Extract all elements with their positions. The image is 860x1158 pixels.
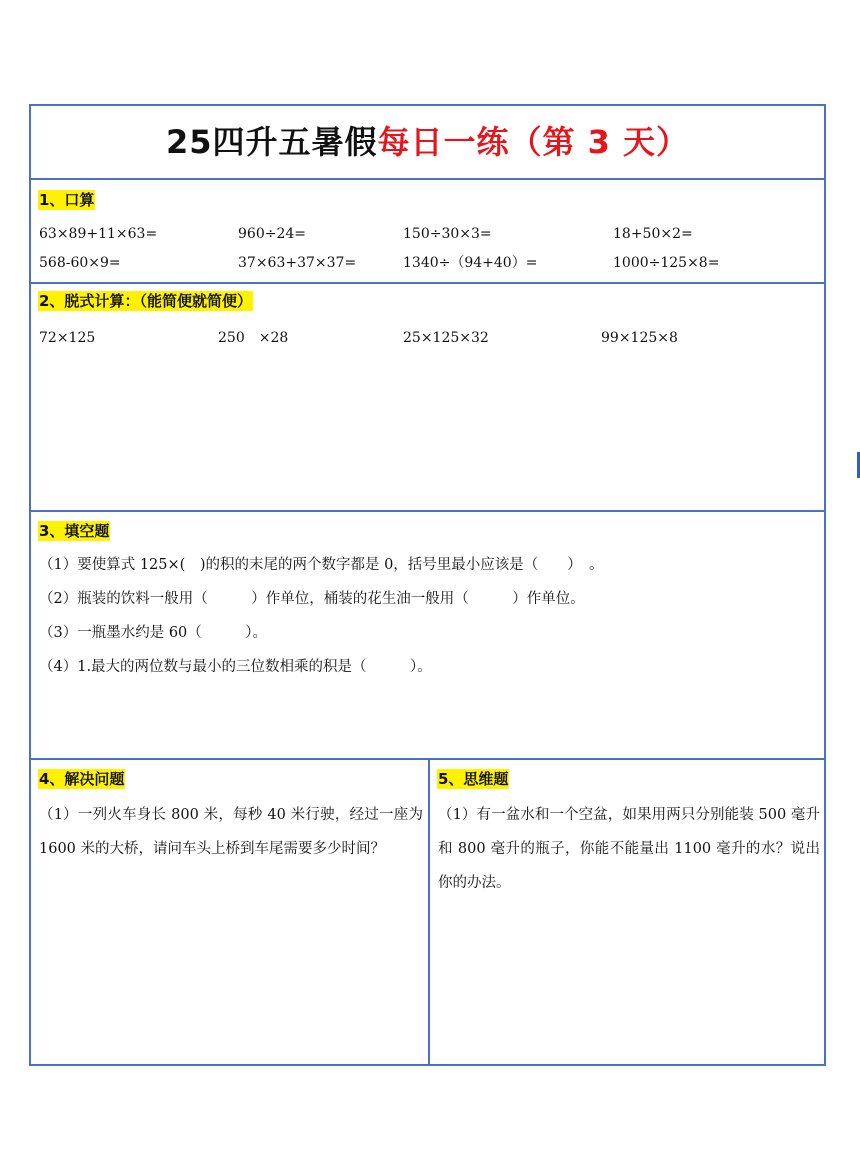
fill-question-3: （3）一瓶墨水约是 60（ ）。 [39,625,268,641]
calc-1-1: 63×89+11×63= [39,226,158,242]
section3-heading [38,521,110,541]
section5-heading [437,769,509,789]
section-fill-blank [31,512,824,760]
section-mental-math [31,180,824,284]
step-item-4: 99×125×8 [601,330,678,346]
page-title [31,106,824,178]
section-problem-solving [31,760,428,1064]
section4-heading-text: 4、解决问题 [39,770,125,788]
step-item-1: 72×125 [39,330,96,346]
worksheet [29,104,826,1066]
calc-2-3: 1340÷（94+40）= [403,255,538,271]
calc-2-2: 37×63+37×37= [238,255,357,271]
calc-1-4: 18+50×2= [613,226,693,242]
title-red: 每日一练（第 3 天） [377,123,690,161]
section5-heading-text: 5、思维题 [438,770,509,788]
section3-heading-text: 3、填空题 [39,522,110,540]
step-item-2: 250 ×28 [218,330,289,346]
section2-heading-text: 2、脱式计算：（能简便就简便） [39,292,252,310]
fill-question-4: （4）1.最大的两位数与最小的三位数相乘的积是（ ）。 [39,659,432,675]
section4-heading [38,769,125,789]
title-black: 25四升五暑假 [165,123,378,161]
section-thinking [430,760,824,1064]
section1-heading-text: 1、口算 [39,191,95,209]
calc-1-3: 150÷30×3= [403,226,492,242]
problem-text: （1）一列火车身长 800 米，每秒 40 米行驶，经过一座为 1600 米的大桥，请问车头上桥到车尾需要多少时间？ [39,807,423,857]
section1-heading [38,190,95,210]
section2-heading [38,291,253,311]
fill-question-2: （2）瓶装的饮料一般用（ ）作单位，桶装的花生油一般用（ ）作单位。 [39,591,585,607]
calc-2-4: 1000÷125×8= [613,255,720,271]
calc-2-1: 568-60×9= [39,255,121,271]
section-step-calc [31,284,824,512]
thinking-text: （1）有一盆水和一个空盆，如果用两只分别能装 500 毫升和 800 毫升的瓶子，你能不能量出 1100 毫升的水？说出你的办法。 [438,807,820,891]
calc-1-2: 960÷24= [238,226,306,242]
fill-question-1: （1）要使算式 125×( )的积的末尾的两个数字都是 0，括号里最小应该是（ ） 。 [39,557,604,573]
title-row [31,106,824,180]
step-item-3: 25×125×32 [403,330,489,346]
